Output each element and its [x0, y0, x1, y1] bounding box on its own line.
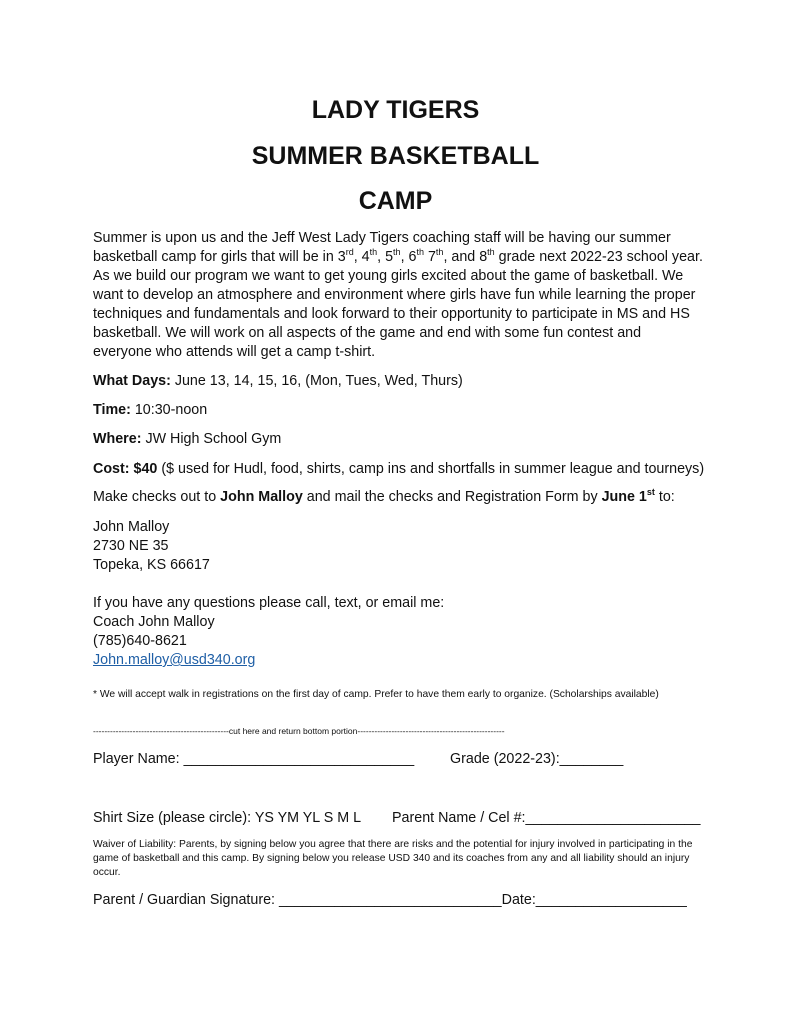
address-city: Topeka, KS 66617 [93, 557, 210, 573]
payment-instructions [93, 488, 733, 507]
cut-line: ------------------------------------------------cut here and return bottom portion---------------------------------------------------- [93, 726, 505, 736]
title-line-1: LADY TIGERS [311, 96, 480, 124]
title-line-3: CAMP [358, 187, 433, 215]
camp-cost [93, 460, 733, 479]
deadline-sup: st [646, 487, 655, 498]
signature-label: Parent / Guardian Signature: [93, 892, 279, 908]
time-label: Time: [93, 402, 131, 418]
player-name-label: Player Name: [93, 751, 184, 767]
camp-days [93, 372, 733, 391]
days-value: June 13, 14, 15, 16, (Mon, Tues, Wed, Thurs) [170, 373, 463, 389]
intro-paragraph [93, 229, 703, 362]
camp-time [93, 401, 733, 420]
contact-info [93, 594, 733, 670]
checks-text: to: [654, 489, 675, 505]
checks-deadline [602, 489, 655, 505]
player-name-field[interactable] [93, 751, 414, 767]
title-line-2: SUMMER BASKETBALL [251, 142, 540, 170]
signature-blank[interactable]: ____________________________ [278, 892, 502, 908]
parent-name-label: Parent Name / Cel #: [392, 810, 526, 826]
checks-text: Make checks out to [93, 489, 221, 505]
cost-value: ($ used for Hudl, food, shirts, camp ins and shortfalls in summer league and tourneys) [157, 461, 705, 477]
signature-row[interactable] [93, 892, 687, 908]
coach-name: Coach John Malloy [93, 614, 215, 630]
checks-payee: John Malloy [220, 489, 303, 505]
grade-blank[interactable]: ________ [559, 751, 624, 767]
player-name-blank[interactable]: _____________________________ [183, 751, 415, 767]
parent-name-blank[interactable]: ______________________ [525, 810, 701, 826]
parent-name-field[interactable] [392, 810, 700, 826]
date-label: Date: [501, 892, 536, 908]
coach-email-link[interactable]: John.malloy@usd340.org [93, 652, 256, 668]
deadline-date: June 1 [601, 489, 647, 505]
coach-phone: (785)640-8621 [93, 633, 187, 649]
intro-sup: rd [345, 247, 354, 258]
where-value: JW High School Gym [141, 431, 282, 447]
intro-sup: th [393, 247, 401, 258]
address-name: John Malloy [93, 519, 170, 535]
shirt-size-field[interactable]: Shirt Size (please circle): YS YM YL S M L [93, 810, 362, 826]
intro-sup: th [369, 247, 378, 258]
intro-sup: th [487, 247, 495, 258]
date-blank[interactable]: ___________________ [535, 892, 687, 908]
mailing-address [93, 518, 733, 575]
days-label: What Days: [93, 373, 171, 389]
checks-text: and mail the checks and Registration Form by [302, 489, 602, 505]
liability-waiver: Waiver of Liability: Parents, by signing below you agree that there are risks and the potential for injury involved in participating in the game of basketball and this camp. By signing below you release USD 340 and its coaches from any and all liability should an injury occur. [93, 839, 693, 878]
intro-sup: th [435, 247, 444, 258]
address-street: 2730 NE 35 [93, 538, 169, 554]
grade-field[interactable] [450, 751, 623, 767]
camp-location [93, 430, 733, 449]
intro-text-start: Summer is upon us and the Jeff West Lady Tigers coaching staff will be having our summer basketball camp for girls that will be in 3 [93, 230, 671, 265]
where-label: Where: [93, 431, 142, 447]
walk-in-note: * We will accept walk in registrations on the first day of camp. Prefer to have them early to organize. (Scholarships available) [93, 689, 659, 700]
time-value: 10:30-noon [130, 402, 208, 418]
intro-text: , 4 [353, 249, 370, 265]
intro-text: , and 8 [443, 249, 488, 265]
intro-text-rest: grade next 2022-23 school year. As we build our program we want to get young girls excited about the game of basketball. We want to develop an atmosphere and environment where girls have fun while learning the proper techniques and fundamentals and look forward to their opportunity to participate in MS and HS basketball. We will work on all aspects of the game and end with some fun contest and everyone who attends will get a camp t-shirt. [93, 249, 703, 360]
intro-text: , 5 [377, 249, 394, 265]
intro-sup: th [416, 247, 424, 258]
cost-label: Cost: $40 [93, 461, 158, 477]
intro-text: , 6 [400, 249, 417, 265]
contact-intro: If you have any questions please call, text, or email me: [93, 595, 445, 611]
grade-label: Grade (2022-23): [450, 751, 560, 767]
intro-text: 7 [423, 249, 436, 265]
